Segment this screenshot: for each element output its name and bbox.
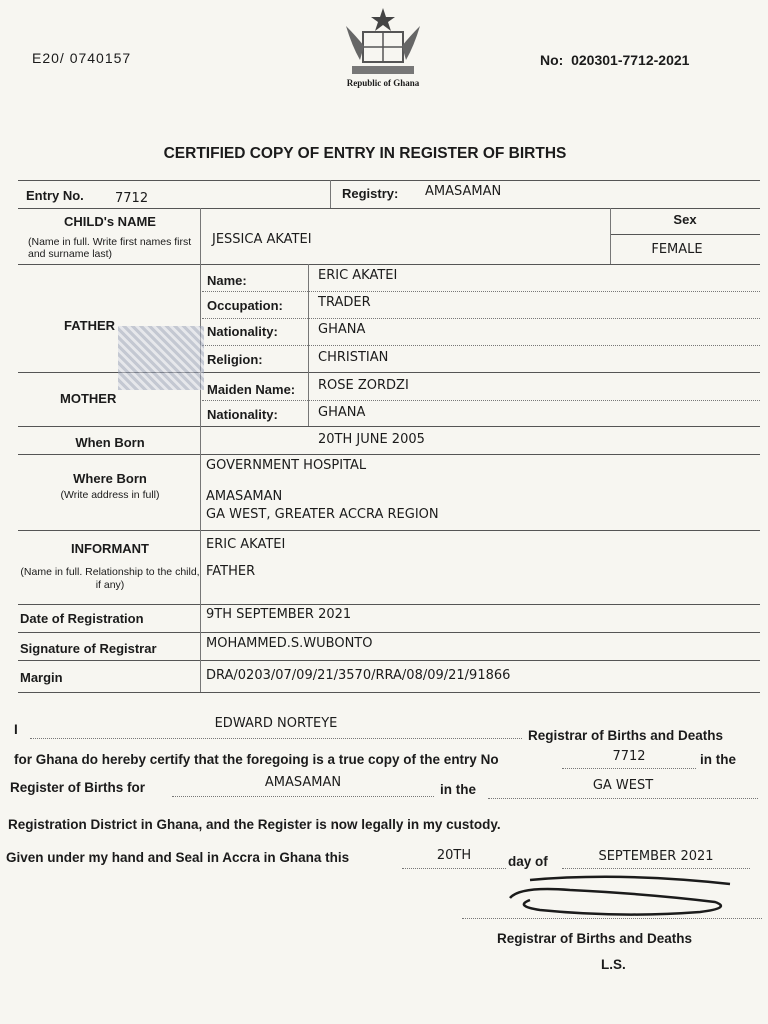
cert-line3-a: Register of Births for xyxy=(10,780,146,795)
entry-no-value: 7712 xyxy=(115,191,149,206)
father-occupation-label: Occupation: xyxy=(207,298,283,313)
when-born-label: When Born xyxy=(75,435,145,450)
certificate-number-label: No: xyxy=(540,52,564,68)
where-born-line1: GOVERNMENT HOSPITAL xyxy=(206,458,367,473)
father-name-label: Name: xyxy=(207,273,247,288)
coat-of-arms-icon xyxy=(338,6,428,78)
document-title: CERTIFIED COPY OF ENTRY IN REGISTER OF BIRTHS xyxy=(163,145,567,162)
father-religion-label: Religion: xyxy=(207,352,263,367)
sign-title: Registrar of Births and Deaths xyxy=(497,931,693,946)
father-label: FATHER xyxy=(64,318,116,333)
informant-name: ERIC AKATEI xyxy=(206,537,286,552)
child-name-value: JESSICA AKATEI xyxy=(212,232,312,247)
where-born-line2: AMASAMAN xyxy=(206,489,283,504)
mother-maiden-value: ROSE ZORDZI xyxy=(318,378,409,393)
registration-date-label: Date of Registration xyxy=(20,611,144,626)
entry-no-label: Entry No. xyxy=(26,188,84,203)
official-stamp xyxy=(118,326,204,390)
cert-district: GA WEST xyxy=(592,778,654,793)
where-born-label: Where Born xyxy=(73,471,147,486)
mother-nationality-label: Nationality: xyxy=(207,407,278,422)
informant-sub: (Name in full. Relationship to the child, if any) xyxy=(20,566,200,591)
cert-register-for: AMASAMAN xyxy=(264,775,342,790)
father-nationality-value: GHANA xyxy=(318,322,366,337)
cert-line2-b: in the xyxy=(700,752,736,767)
certificate-number xyxy=(540,52,689,68)
cert-month-year: SEPTEMBER 2021 xyxy=(598,849,714,864)
ls-mark: L.S. xyxy=(601,957,626,972)
cert-registrar-title: Registrar of Births and Deaths xyxy=(528,728,724,743)
cert-day: 20TH xyxy=(436,848,472,863)
father-nationality-label: Nationality: xyxy=(207,324,278,339)
margin-label: Margin xyxy=(20,670,63,685)
serial-number: E20/ 0740157 xyxy=(32,50,132,66)
father-occupation-value: TRADER xyxy=(318,295,371,310)
registrar-signature-drawing xyxy=(500,868,750,928)
registration-date-value: 9TH SEPTEMBER 2021 xyxy=(206,607,352,622)
cert-line2-a: for Ghana do hereby certify that the foregoing is a true copy of the entry No xyxy=(14,752,499,767)
registry-value: AMASAMAN xyxy=(425,184,502,199)
emblem-caption: Republic of Ghana xyxy=(346,78,420,88)
father-religion-value: CHRISTIAN xyxy=(318,350,389,365)
where-born-sub: (Write address in full) xyxy=(60,489,160,501)
sex-value: FEMALE xyxy=(651,242,703,257)
mother-maiden-label: Maiden Name: xyxy=(207,382,296,397)
mother-nationality-value: GHANA xyxy=(318,405,366,420)
cert-line5-b: day of xyxy=(508,854,548,869)
cert-entry-no: 7712 xyxy=(612,749,646,764)
sex-label: Sex xyxy=(673,212,697,227)
informant-relation: FATHER xyxy=(206,564,256,579)
registrar-signature-value: MOHAMMED.S.WUBONTO xyxy=(206,636,373,651)
cert-i: I xyxy=(14,722,18,737)
when-born-value: 20TH JUNE 2005 xyxy=(318,432,425,447)
registry-label: Registry: xyxy=(342,186,399,201)
mother-label: MOTHER xyxy=(60,391,117,406)
child-name-label: CHILD's NAME xyxy=(64,214,156,229)
cert-line5-a: Given under my hand and Seal in Accra in Ghana this xyxy=(6,850,350,865)
cert-line4: Registration District in Ghana, and the Register is now legally in my custody. xyxy=(8,817,501,832)
margin-value: DRA/0203/07/09/21/3570/RRA/08/09/21/91866 xyxy=(206,668,511,683)
child-name-sub: (Name in full. Write first names first and surname last) xyxy=(28,236,192,260)
father-name-value: ERIC AKATEI xyxy=(318,268,398,283)
registrar-signature-label: Signature of Registrar xyxy=(20,641,157,656)
where-born-line3: GA WEST, GREATER ACCRA REGION xyxy=(206,507,439,522)
certificate-number-value: 020301-7712-2021 xyxy=(571,52,690,68)
cert-registrar-name: EDWARD NORTEYE xyxy=(214,716,338,731)
informant-label: INFORMANT xyxy=(71,541,149,556)
cert-line3-b: in the xyxy=(440,782,476,797)
